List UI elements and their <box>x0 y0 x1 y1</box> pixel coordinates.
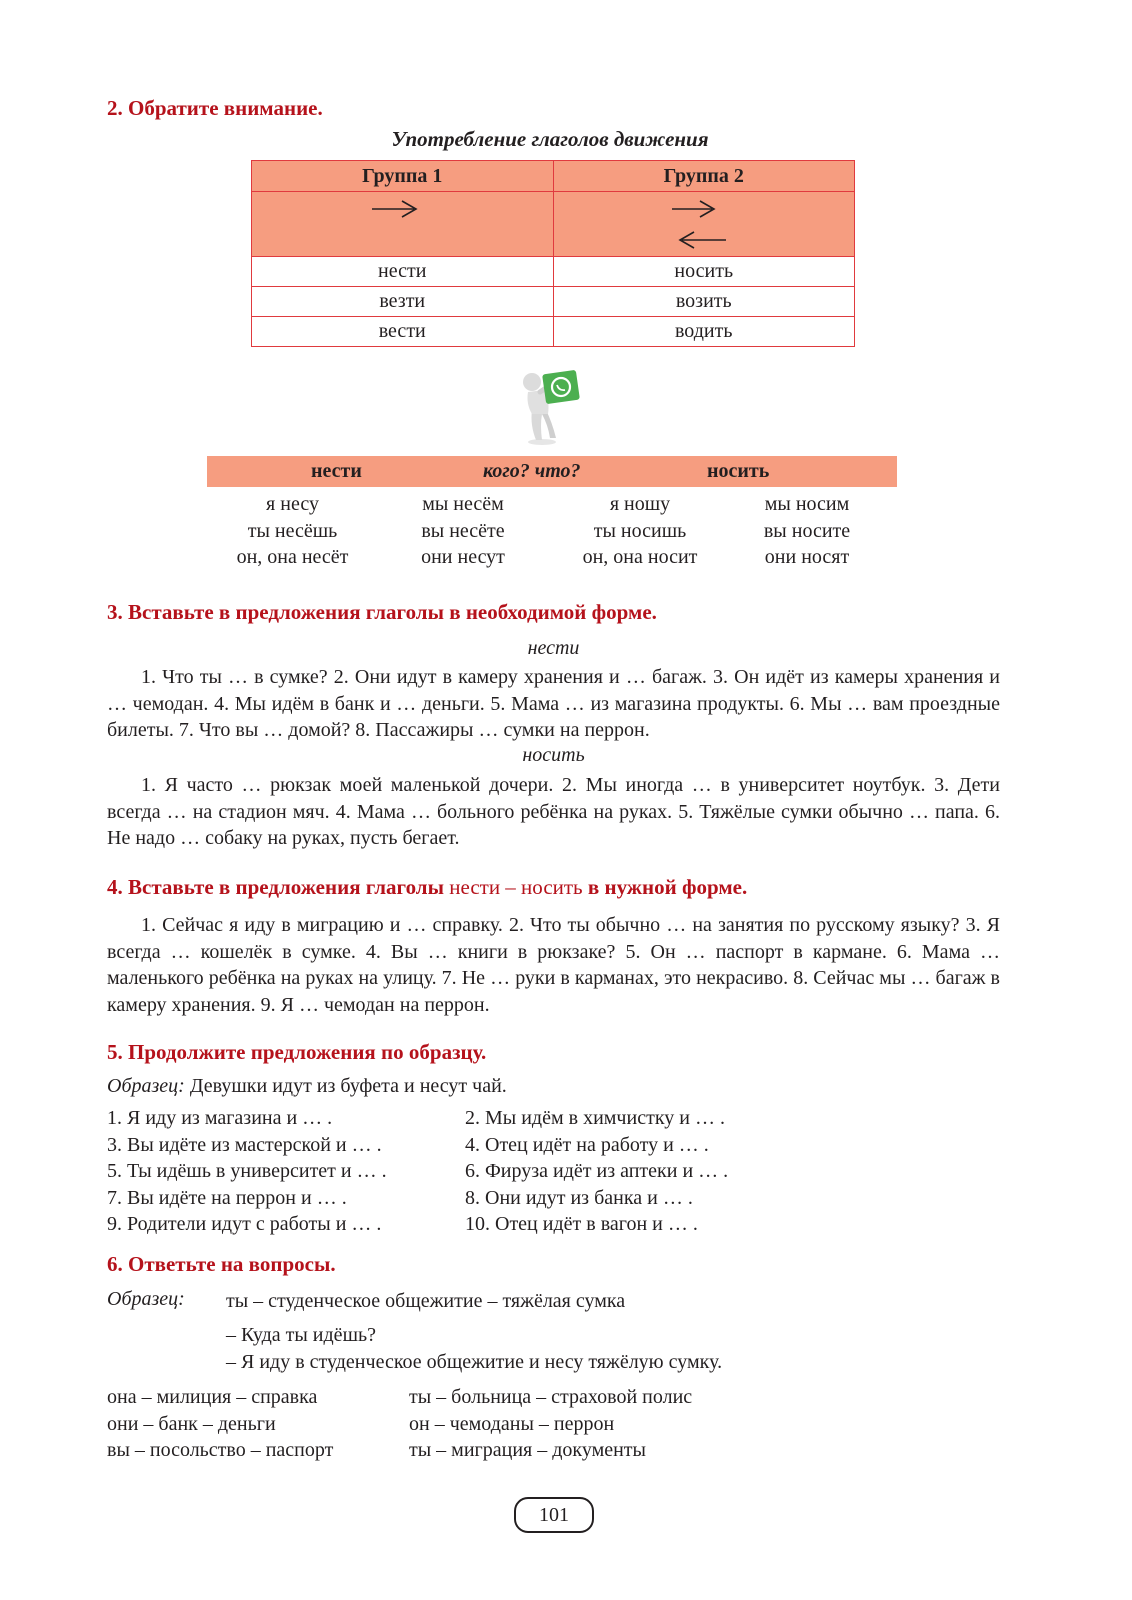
conj-form: мы носим <box>764 493 850 515</box>
conj-form: ты несёшь <box>247 519 338 542</box>
conj-form: ты носишь <box>593 519 687 542</box>
exercise-5-right-list <box>465 1105 728 1238</box>
verbs-of-motion-table <box>251 160 855 347</box>
arrow-both-directions-icon <box>664 192 734 256</box>
page-number: 101 <box>514 1497 594 1533</box>
sample-line-1: ты – студенческое общежитие – тяжёлая сумка <box>226 1290 626 1312</box>
list-item: ты – миграция – документы <box>409 1439 646 1461</box>
group-2-header: Группа 2 <box>553 161 855 192</box>
exercise-6-right-list <box>409 1384 692 1464</box>
sample-label: Образец: <box>107 1075 185 1097</box>
group-1-header: Группа 1 <box>252 161 554 192</box>
sample-text: Девушки идут из буфета и несут чай. <box>189 1075 507 1097</box>
list-item: 8. Они идут из банка и … . <box>465 1186 693 1209</box>
one-direction-arrow-cell <box>252 192 554 257</box>
list-item: 3. Вы идёте из мастерской и … . <box>107 1133 382 1156</box>
conj-form: он, она несёт <box>236 546 349 568</box>
exercise-3-part-1: 1. Что ты … в сумке? 2. Они идут в камеру хранения и … багаж. 3. Он идёт из камеры хранения и … чемодан. 4. Мы идём в банк и … деньги. 5. Мама … из магазина продукты. 6. Мы … вам проездные билеты. 7. Что вы … домой? 8. Пассажиры … сумки на перрон. <box>107 666 1000 741</box>
section-4-heading: 4. Вставьте в предложения глаголы нести – носить в нужной форме. <box>107 875 748 899</box>
list-item: он – чемоданы – перрон <box>409 1412 615 1435</box>
conjugation-column-1 <box>210 491 375 571</box>
person-carrying-box-illustration <box>512 370 592 446</box>
sample-line-2: – Куда ты идёшь? <box>226 1324 376 1346</box>
sample-label: Образец: <box>107 1288 185 1310</box>
table-cell: возить <box>553 287 855 317</box>
section-6-heading: 6. Ответьте на вопросы. <box>107 1252 336 1276</box>
list-item: они – банк – деньги <box>107 1412 276 1435</box>
arrow-right-icon <box>364 192 424 256</box>
multi-direction-arrow-cell <box>553 192 855 257</box>
conj-form: они несут <box>421 546 505 568</box>
table-title: Употребление глаголов движения <box>391 127 709 151</box>
list-item: 1. Я иду из магазина и … . <box>107 1107 333 1129</box>
section-3-heading: 3. Вставьте в предложения глаголы в необходимой форме. <box>107 600 657 624</box>
table-cell: нести <box>252 257 554 287</box>
list-item: 10. Отец идёт в вагон и … . <box>465 1213 698 1235</box>
conj-form: вы носите <box>763 519 851 542</box>
sample-line <box>107 1075 507 1098</box>
conj-form: вы несёте <box>421 519 505 542</box>
verb-label-nosit: носить <box>522 744 585 766</box>
table-cell: носить <box>553 257 855 287</box>
exercise-6-left-list <box>107 1384 333 1464</box>
conj-header-nosit: носить <box>707 460 770 482</box>
list-item: 6. Фируза идёт из аптеки и … . <box>465 1160 729 1182</box>
list-item: вы – посольство – паспорт <box>107 1439 334 1461</box>
conjugation-column-2 <box>393 491 533 571</box>
section-5-heading: 5. Продолжите предложения по образцу. <box>107 1040 487 1064</box>
conj-header-question: кого? что? <box>483 460 581 482</box>
list-item: ты – больница – страховой полис <box>409 1386 693 1408</box>
conj-form: я несу <box>266 493 319 515</box>
conjugation-column-4 <box>737 491 877 571</box>
conjugation-column-3 <box>560 491 720 571</box>
list-item: 5. Ты идёшь в университет и … . <box>107 1160 387 1182</box>
conj-form: он, она носит <box>582 546 698 568</box>
list-item: 9. Родители идут с работы и … . <box>107 1213 382 1235</box>
table-cell: водить <box>553 317 855 347</box>
exercise-5-left-list <box>107 1105 387 1238</box>
list-item: 2. Мы идём в химчистку и … . <box>465 1107 725 1129</box>
heading-verb-pair: нести – носить <box>449 875 583 899</box>
conjugation-header-bar <box>207 456 897 487</box>
conj-form: мы несём <box>422 493 504 515</box>
conj-header-nesti: нести <box>311 460 362 482</box>
table-cell: вести <box>252 317 554 347</box>
sample-line-3: – Я иду в студенческое общежитие и несу тяжёлую сумку. <box>226 1351 723 1373</box>
list-item: 4. Отец идёт на работу и … . <box>465 1133 709 1156</box>
exercise-3-part-2: 1. Я часто … рюкзак моей маленькой дочери. 2. Мы иногда … в университет ноутбук. 3. Дети всегда … на стадион мяч. 4. Мама … больного ребёнка на руках. 5. Тяжёлые сумки обычно … папа. 6. Не надо … собаку на руках, пусть бегает. <box>107 774 1000 849</box>
section-2-heading: 2. Обратите внимание. <box>107 96 323 120</box>
verb-label-nesti: нести <box>527 637 580 659</box>
list-item: она – милиция – справка <box>107 1386 318 1408</box>
exercise-4-text: 1. Сейчас я иду в миграцию и … справку. 2. Что ты обычно … на занятия по русскому языку? 3. Я всегда … кошелёк в сумке. 4. Вы … книги в рюкзаке? 5. Он … паспорт в кармане. 6. Мама … маленького ребёнка на руках на улицу. 7. Не … руки в карманах, это некрасиво. 8. Сейчас мы … багаж в камеру хранения. 9. Я … чемодан на перрон. <box>107 914 1000 1016</box>
table-cell: везти <box>252 287 554 317</box>
conj-form: я ношу <box>609 493 671 515</box>
conj-form: они носят <box>764 546 850 568</box>
list-item: 7. Вы идёте на перрон и … . <box>107 1186 347 1209</box>
